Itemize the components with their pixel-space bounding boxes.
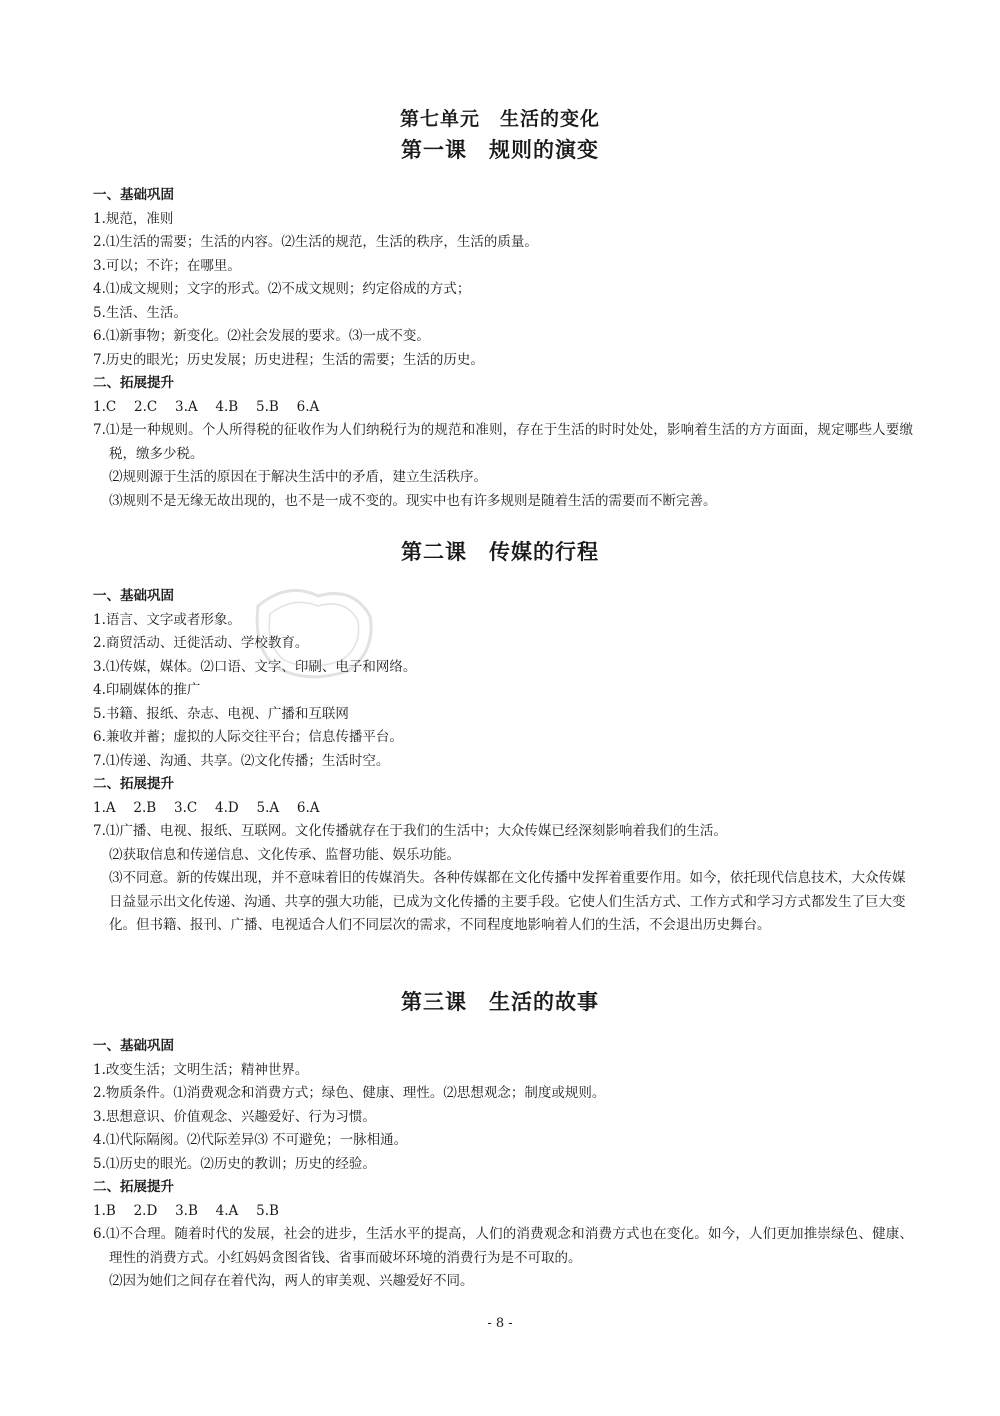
lesson-3-basic-item: 1.改变生活；文明生活；精神世界。 (93, 1061, 309, 1078)
lesson-2-basic-heading: 一、基础巩固 (93, 588, 174, 604)
lesson-3-answer: 6.⑴不合理。随着时代的发展，社会的进步，生活水平的提高，人们的消费观念和消费方式也在变化。如今，人们更加推崇绿色、健康、理性的消费方式。小红妈妈贪图省钱、省事而破坏环境的消费行为是不可取的。 (93, 1226, 913, 1266)
lesson-1-basic-item: 6.⑴新事物；新变化。⑵社会发展的要求。⑶一成不变。 (93, 328, 430, 344)
lesson-3-content (93, 1035, 913, 1294)
lesson-2-ext-heading: 二、拓展提升 (93, 776, 174, 792)
lesson-1-title: 第一课 规则的演变 (401, 137, 599, 162)
lesson-3-basic-item: 2.物质条件。⑴消费观念和消费方式；绿色、健康、理性。⑵思想观念；制度或规则。 (93, 1085, 606, 1101)
lesson-1-basic-item: 7.历史的眼光；历史发展；历史进程；生活的需要；生活的历史。 (93, 351, 484, 368)
lesson-1-answer-sub: ⑵规则源于生活的原因在于解决生活中的矛盾，建立生活秩序。 (109, 469, 487, 485)
lesson-3-ext-heading: 二、拓展提升 (93, 1179, 174, 1195)
lesson-2-answer: 7.⑴广播、电视、报纸、互联网。文化传播就存在于我们的生活中；大众传媒已经深刻影响着我们的生活。 (93, 823, 727, 839)
lesson-3-title: 第三课 生活的故事 (401, 989, 599, 1014)
unit-title: 第七单元 生活的变化 (399, 108, 600, 130)
lesson-1-ext-heading: 二、拓展提升 (93, 375, 174, 391)
lesson-1-choice-answers: 1.C 2.C 3.A 4.B 5.B 6.A (93, 398, 320, 415)
page-number: - 8 - (487, 1316, 513, 1331)
lesson-1-basic-item: 5.生活、生活。 (93, 304, 187, 321)
lesson-2-title: 第二课 传媒的行程 (401, 539, 599, 564)
lesson-2-basic-item: 4.印刷媒体的推广 (93, 682, 201, 698)
lesson-3-answer-sub: ⑵因为她们之间存在着代沟，两人的审美观、兴趣爱好不同。 (109, 1273, 474, 1289)
lesson-1-basic-item: 4.⑴成文规则；文字的形式。⑵不成文规则；约定俗成的方式； (93, 281, 471, 297)
lesson-2-answer-sub: ⑶不同意。新的传媒出现，并不意味着旧的传媒消失。各种传媒都在文化传播中发挥着重要作用。如今，依托现代信息技术，大众传媒日益显示出文化传递、沟通、共享的强大功能，已成为文化传播的主要手段。它使人们生活方式、工作方式和学习方式都发生了巨大变化。但书籍、报刊、广播、电视适合人们不同层次的需求，不同程度地影响着人们的生活，不会退出历史舞台。 (109, 870, 906, 933)
lesson-2-content (93, 585, 913, 938)
lesson-3-basic-heading: 一、基础巩固 (93, 1038, 174, 1054)
lesson-2-choice-answers: 1.A 2.B 3.C 4.D 5.A 6.A (93, 799, 320, 816)
lesson-3-basic-item: 3.思想意识、价值观念、兴趣爱好、行为习惯。 (93, 1108, 376, 1125)
lesson-2-basic-item: 6.兼收并蓄；虚拟的人际交往平台；信息传播平台。 (93, 729, 403, 745)
lesson-1-basic-item: 1.规范，准则 (93, 210, 174, 227)
lesson-2-basic-item: 7.⑴传递、沟通、共享。⑵文化传播；生活时空。 (93, 752, 390, 769)
lesson-3-choice-answers: 1.B 2.D 3.B 4.A 5.B (93, 1202, 279, 1219)
lesson-1-basic-heading: 一、基础巩固 (93, 187, 174, 203)
lesson-1-basic-item: 3.可以；不许；在哪里。 (93, 257, 241, 274)
lesson-1-answer: 7.⑴是一种规则。个人所得税的征收作为人们纳税行为的规范和准则，存在于生活的时时处处，影响着生活的方方面面，规定哪些人要缴税，缴多少税。 (93, 422, 913, 462)
lesson-2-basic-item: 2.商贸活动、迁徙活动、学校教育。 (93, 635, 309, 651)
lesson-3-basic-item: 4.⑴代际隔阂。⑵代际差异⑶ 不可避免；一脉相通。 (93, 1132, 408, 1148)
lesson-2-basic-item: 3.⑴传媒，媒体。⑵口语、文字、印刷、电子和网络。 (93, 658, 417, 675)
lesson-2-basic-item: 1.语言、文字或者形象。 (93, 611, 241, 628)
lesson-2-basic-item: 5.书籍、报纸、杂志、电视、广播和互联网 (93, 705, 349, 722)
lesson-3-basic-item: 5.⑴历史的眼光。⑵历史的教训；历史的经验。 (93, 1155, 376, 1172)
stamp-watermark-icon (248, 576, 378, 686)
lesson-2-answer-sub: ⑵获取信息和传递信息、文化传承、监督功能、娱乐功能。 (109, 846, 460, 863)
lesson-1-basic-item: 2.⑴生活的需要；生活的内容。⑵生活的规范，生活的秩序，生活的质量。 (93, 234, 538, 250)
lesson-1-answer-sub: ⑶规则不是无缘无故出现的，也不是一成不变的。现实中也有许多规则是随着生活的需要而不断完善。 (109, 492, 717, 509)
lesson-1-content (93, 184, 913, 513)
